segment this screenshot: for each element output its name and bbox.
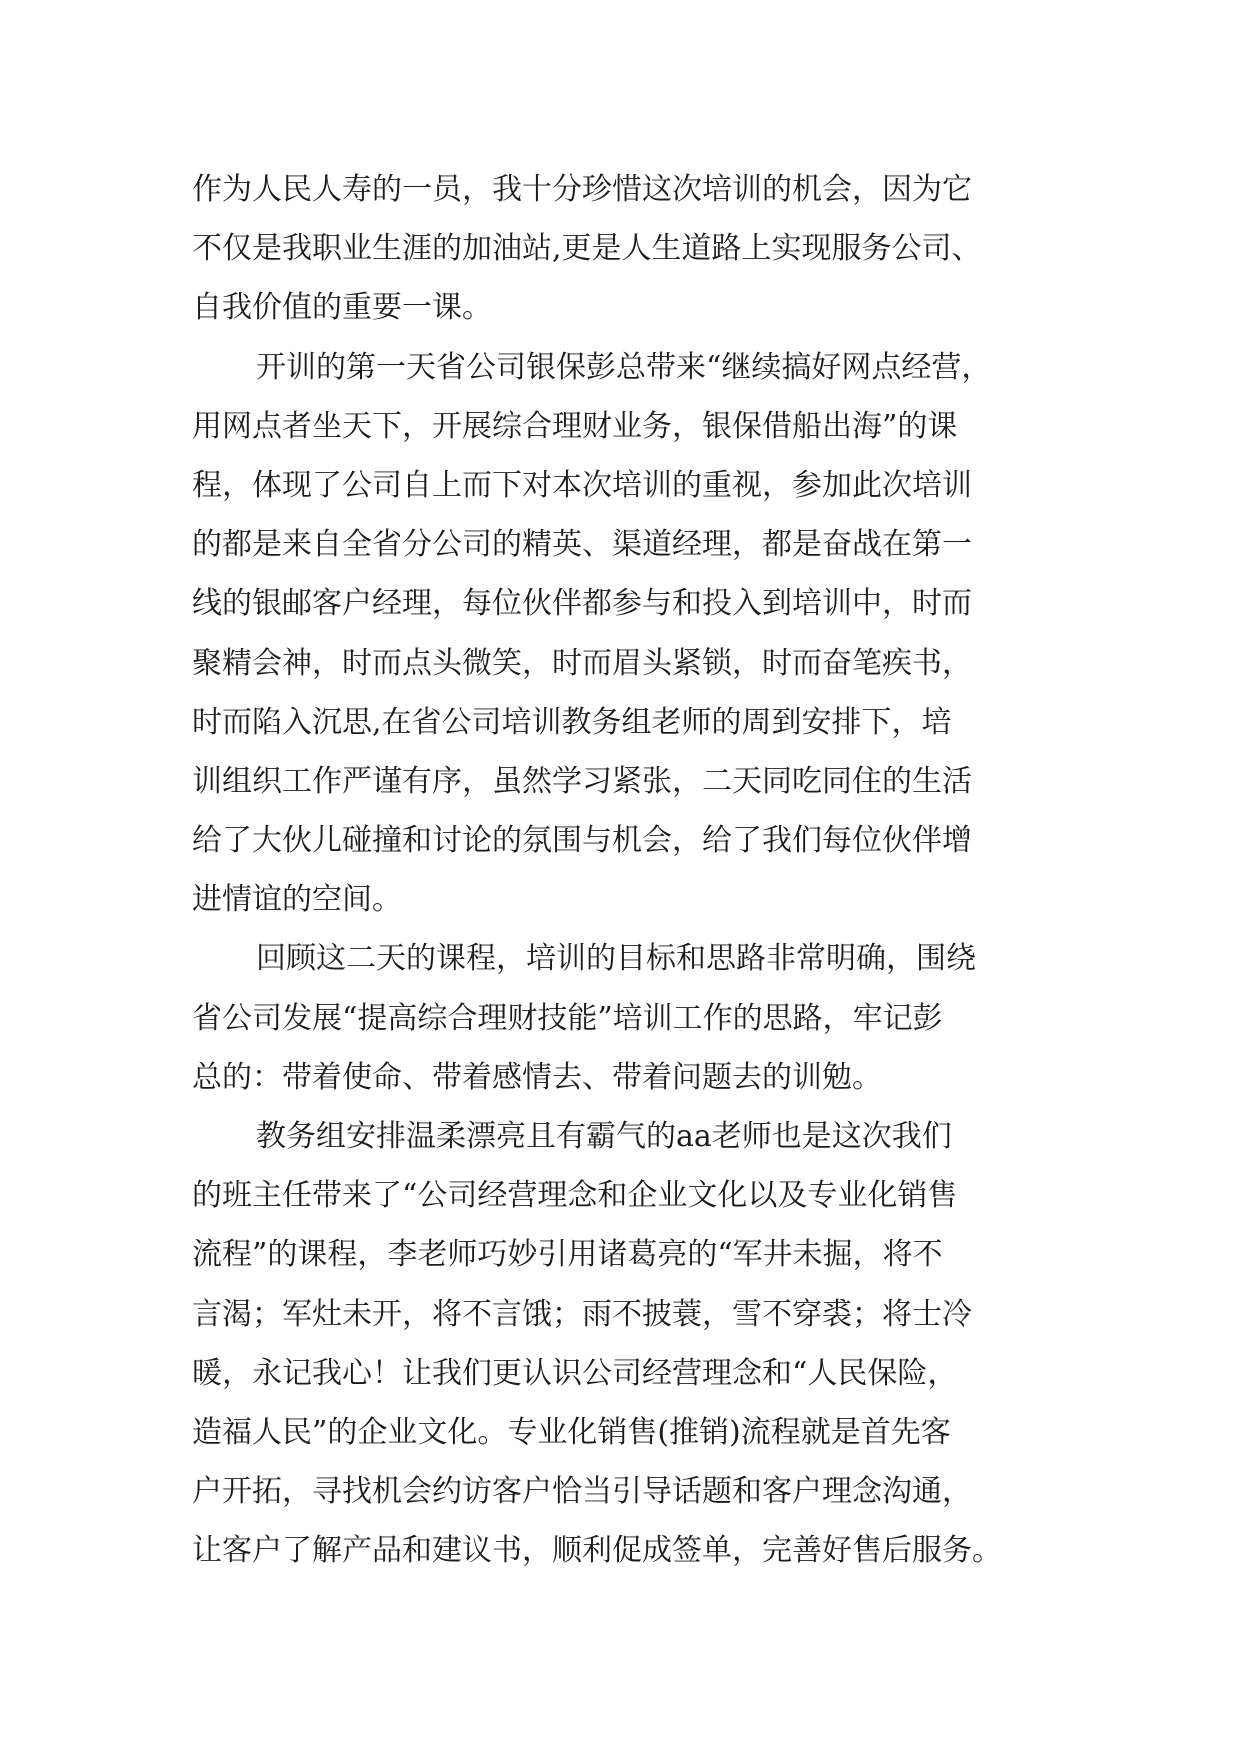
text-line: 言渴；军灶未开，将不言饿；雨不披蓑，雪不穿裘；将士冷 [192,1296,972,1332]
text-line: 自我价值的重要一课。 [192,290,492,326]
text-line: 不仅是我职业生涯的加油站,更是人生道路上实现服务公司、 [192,231,982,267]
text-line: 时而陷入沉思,在省公司培训教务组老师的周到安排下，培 [192,704,952,740]
paragraph-start-line: 开训的第一天省公司银保彭总带来“继续搞好网点经营， [256,349,992,385]
text-line: 的都是来自全省分公司的精英、渠道经理，都是奋战在第一 [192,527,972,563]
text-line: 训组织工作严谨有序，虽然学习紧张，二天同吃同住的生活 [192,763,972,799]
text-line: 流程”的课程，李老师巧妙引用诸葛亮的“军井未掘，将不 [192,1237,943,1273]
text-line: 程，体现了公司自上而下对本次培训的重视，参加此次培训 [192,467,972,503]
text-line: 的班主任带来了“公司经营理念和企业文化以及专业化销售 [192,1178,958,1214]
paragraph-start-line: 教务组安排温柔漂亮且有霸气的aa老师也是这次我们 [256,1119,952,1154]
text-line: 让客户了解产品和建议书，顺利促成签单，完善好售后服务。 [192,1533,1002,1569]
text-line: 造福人民”的企业文化。专业化销售(推销)流程就是首先客 [192,1414,951,1450]
text-line: 省公司发展“提高综合理财技能”培训工作的思路，牢记彭 [192,1000,943,1036]
text-line: 给了大伙儿碰撞和讨论的氛围与机会，给了我们每位伙伴增 [192,823,972,859]
text-line: 户开拓，寻找机会约访客户恰当引导话题和客户理念沟通， [192,1474,972,1510]
text-line: 线的银邮客户经理，每位伙伴都参与和投入到培训中，时而 [192,586,972,622]
body-text [192,160,1092,1581]
text-line: 总的：带着使命、带着感情去、带着问题去的训勉。 [192,1059,882,1095]
paragraph-start-line: 回顾这二天的课程，培训的目标和思路非常明确，围绕 [256,941,976,977]
text-line: 进情谊的空间。 [192,882,402,918]
text-line: 作为人民人寿的一员，我十分珍惜这次培训的机会，因为它 [192,172,972,207]
text-line: 聚精会神，时而点头微笑，时而眉头紧锁，时而奋笔疾书， [192,645,972,681]
text-line: 用网点者坐天下，开展综合理财业务，银保借船出海”的课 [192,408,958,444]
text-line: 暖，永记我心！让我们更认识公司经营理念和“人民保险， [192,1355,958,1391]
